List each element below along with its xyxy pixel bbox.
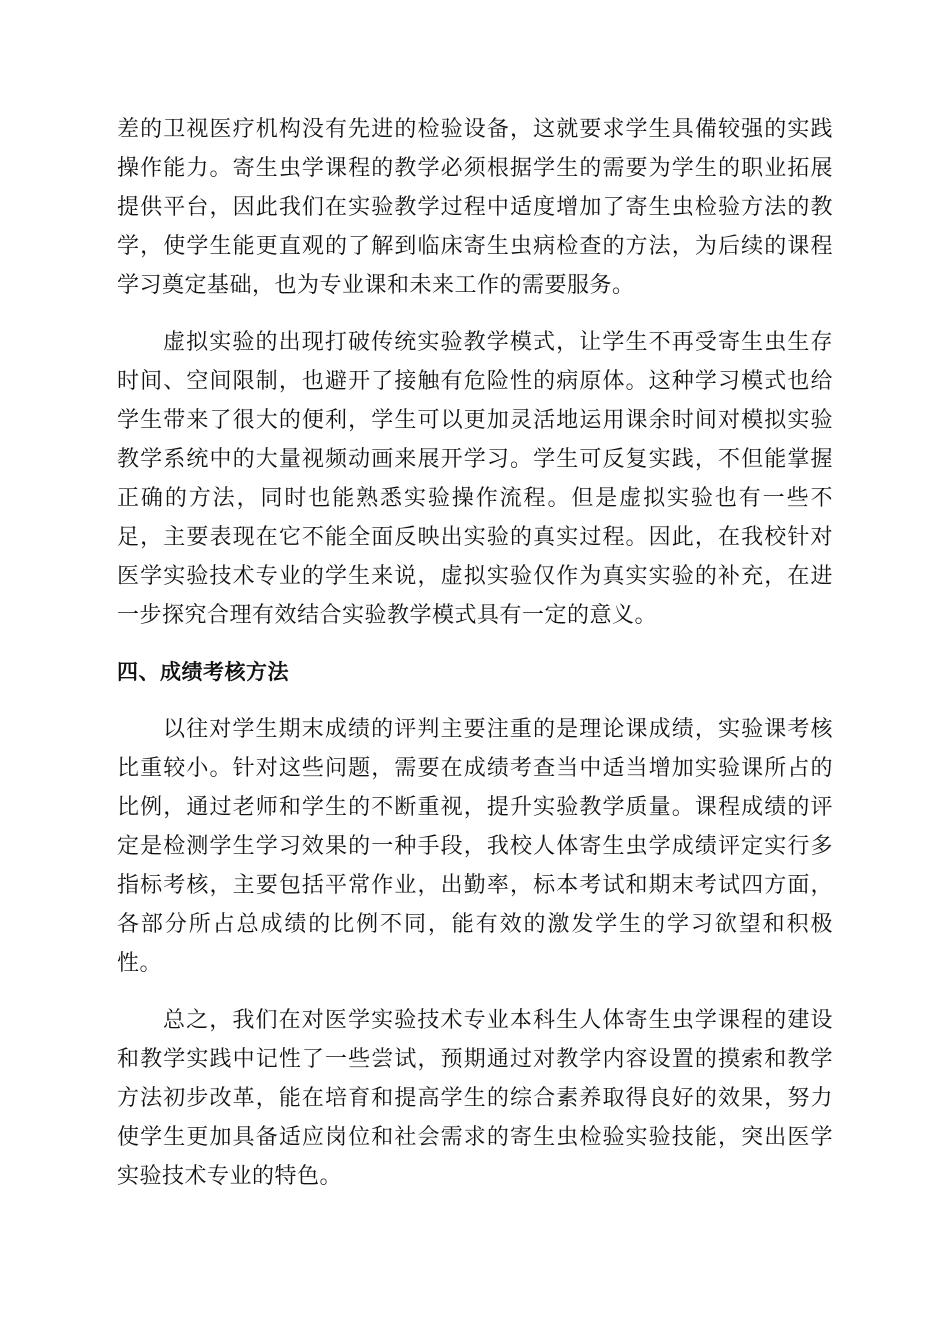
paragraph-continuation: 差的卫视医疗机构没有先进的检验设备，这就要求学生具備较强的实践操作能力。寄生虫学课程的教学必须根据学生的需要为学生的职业拓展提供平台，因此我们在实验教学过程中适度增加了寄生虫检验方法的教学，使学生能更直观的了解到临床寄生虫病检查的方法，为后续的课程学习奠定基础，也为专业课和未来工作的需要服务。 xyxy=(117,117,833,298)
paragraph-conclusion: 总之，我们在对医学实验技术专业本科生人体寄生虫学课程的建设和教学实践中记性了一些尝试，预期通过对教学内容设置的摸索和教学方法初步改革，能在培育和提高学生的综合素养取得良好的效果，努力使学生更加具备适应岗位和社会需求的寄生虫检验实验技能，突出医学实验技术专业的特色。 xyxy=(117,1008,833,1189)
section-heading: 四、成绩考核方法 xyxy=(117,660,289,684)
paragraph-assessment: 以往对学生期末成绩的评判主要注重的是理论课成绩，实验课考核比重较小。针对这些问题，需要在成绩考查当中适当增加实验课所占的比例，通过老师和学生的不断重视，提升实验教学质量。课程成绩的评定是检测学生学习效果的一种手段，我校人体寄生虫学成绩评定实行多指标考核，主要包括平常作业，出勤率，标本考试和期末考试四方面，各部分所占总成绩的比例不同，能有效的激发学生的学习欲望和积极性。 xyxy=(117,717,833,976)
paragraph-virtual-experiment: 虚拟实验的出现打破传统实验教学模式，让学生不再受寄生虫生存时间、空间限制，也避开了接触有危险性的病原体。这种学习模式也给学生带来了很大的便利，学生可以更加灵活地运用课余时间对模拟实验教学系统中的大量视频动画来展开学习。学生可反复实践，不但能掌握正确的方法，同时也能熟悉实验操作流程。但是虚拟实验也有一些不足，主要表现在它不能全面反映出实验的真实过程。因此，在我校针对医学实验技术专业的学生来说，虚拟实验仅作为真实实验的补充，在进一步探究合理有效结合实验教学模式具有一定的意义。 xyxy=(117,330,833,628)
document-body xyxy=(117,110,833,1196)
